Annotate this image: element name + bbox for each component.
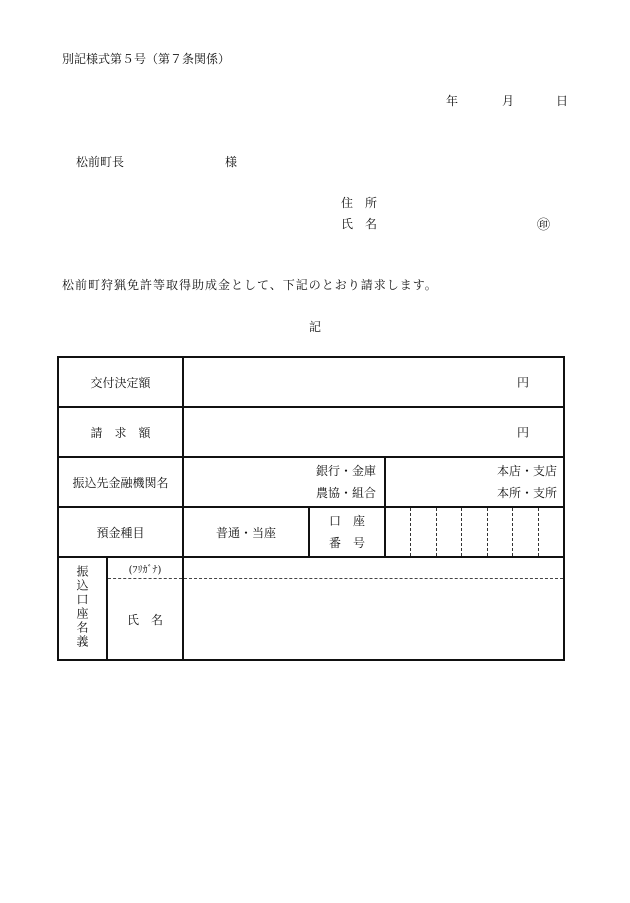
account-digit-box[interactable] (487, 508, 512, 556)
bank-label: 振込先金融機関名 (58, 457, 183, 507)
account-digit-box[interactable] (512, 508, 537, 556)
claim-amount-label: 請 求 額 (58, 407, 183, 457)
bank-row (58, 457, 564, 507)
bank-types-line-1: 銀行・金庫 (316, 464, 377, 478)
holder-name-labels (107, 557, 183, 660)
account-digit-box[interactable] (461, 508, 486, 556)
deposit-type-value[interactable]: 普通・当座 (183, 507, 309, 557)
account-number-label-line-1: 口 座 (329, 514, 366, 528)
addressee-name: 松前町長 (76, 155, 125, 169)
ki-heading: 記 (309, 320, 322, 334)
grant-amount-field[interactable] (183, 357, 564, 407)
seal-mark: ㊞ (537, 218, 551, 233)
claim-amount-row (58, 407, 564, 457)
account-digit-box[interactable] (386, 508, 410, 556)
date-day-label: 日 (556, 94, 569, 108)
date-month-label: 月 (502, 94, 515, 108)
bank-types-line-2: 農協・組合 (316, 486, 377, 500)
account-number-label-line-2: 番 号 (329, 536, 366, 550)
branch-types-line-1: 本店・支店 (497, 464, 558, 478)
grant-amount-label: 交付決定額 (58, 357, 183, 407)
request-body-text: 松前町狩猟免許等取得助成金として、下記のとおり請求します。 (62, 278, 438, 292)
branch-name-field[interactable] (385, 457, 564, 507)
addressee-honorific: 様 (225, 155, 238, 169)
deposit-row (58, 507, 564, 557)
holder-name-label: 氏 名 (127, 612, 164, 627)
account-holder-label (58, 557, 107, 660)
account-holder-row (58, 557, 564, 660)
grant-amount-row (58, 357, 564, 407)
form-number: 別記様式第５号（第７条関係） (62, 52, 231, 66)
holder-name-input[interactable] (184, 579, 563, 659)
account-number-label (309, 507, 385, 557)
account-number-field[interactable] (385, 507, 564, 557)
grant-amount-yen: 円 (517, 375, 530, 390)
claim-amount-yen: 円 (517, 425, 530, 440)
holder-name-field[interactable] (183, 557, 564, 660)
furigana-field[interactable] (184, 558, 563, 579)
applicant-address-label: 住 所 (341, 196, 378, 210)
date-year-label: 年 (446, 94, 459, 108)
account-holder-label-text: 振込口座名義 (75, 565, 89, 649)
account-digit-box[interactable] (410, 508, 435, 556)
branch-types-line-2: 本所・支所 (497, 486, 558, 500)
bank-name-field[interactable] (183, 457, 385, 507)
account-digit-box[interactable] (538, 508, 563, 556)
account-digit-box[interactable] (436, 508, 461, 556)
deposit-type-label: 預金種目 (58, 507, 183, 557)
claim-form-table (57, 356, 565, 661)
claim-amount-field[interactable] (183, 407, 564, 457)
furigana-label: (ﾌﾘｶﾞﾅ) (108, 558, 182, 579)
applicant-name-label: 氏 名 (341, 217, 378, 231)
